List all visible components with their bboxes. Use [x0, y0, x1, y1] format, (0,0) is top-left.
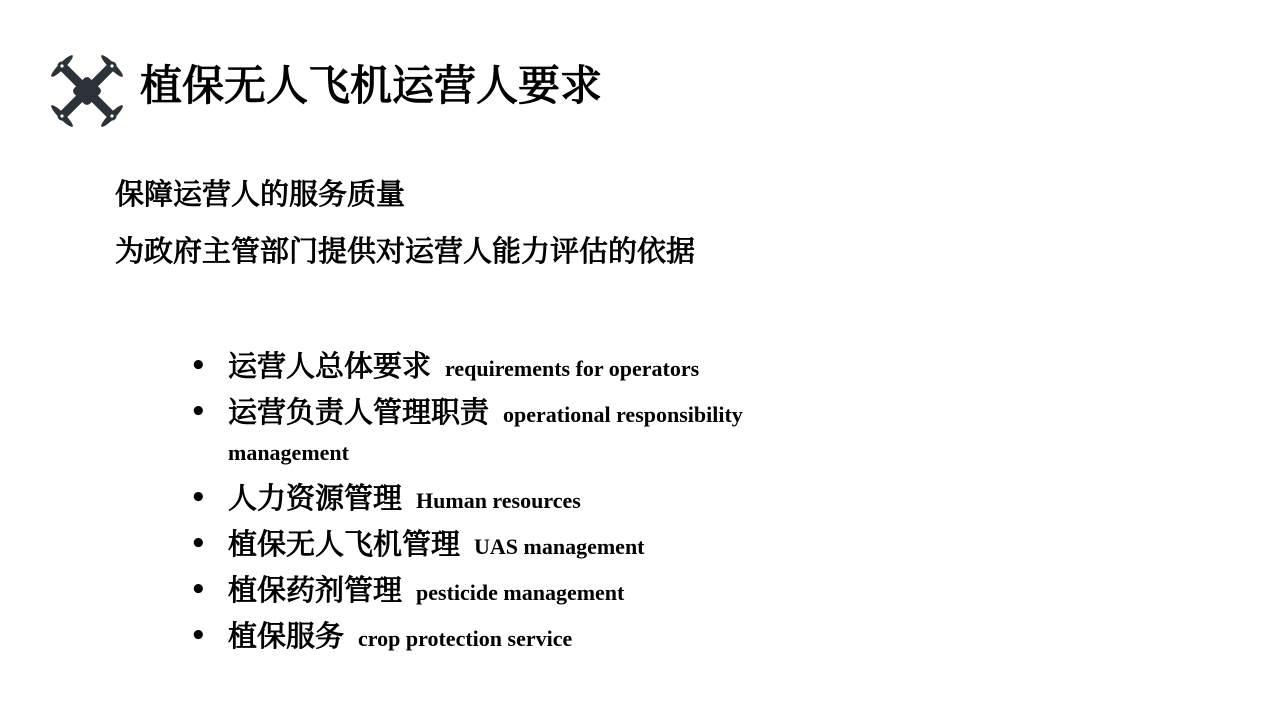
intro-line-basis: 为政府主管部门提供对运营人能力评估的依据 [115, 234, 696, 268]
list-item-chinese: 运营负责人管理职责 [228, 395, 490, 429]
list-item [190, 522, 850, 568]
list-item [190, 476, 850, 522]
list-item-chinese: 植保药剂管理 [228, 573, 403, 607]
list-item-chinese: 植保无人飞机管理 [228, 527, 461, 561]
list-item-chinese: 运营人总体要求 [228, 349, 432, 383]
list-item-english: crop protection service [358, 626, 573, 651]
list-item [190, 568, 850, 614]
list-item-english: Human resources [416, 488, 581, 513]
page-title: 植保无人飞机运营人要求 [140, 61, 603, 110]
list-item-chinese: 植保服务 [228, 619, 345, 653]
requirements-list [190, 344, 850, 660]
list-item-english: requirements for operators [445, 356, 700, 381]
drone-icon [48, 52, 126, 130]
bullet-glyph: • [190, 351, 207, 381]
list-item-english: UAS management [474, 534, 645, 559]
bullet-glyph: • [190, 621, 207, 651]
list-item [190, 390, 850, 476]
list-item [190, 614, 850, 660]
bullet-glyph: • [190, 529, 207, 559]
list-item-english: pesticide management [416, 580, 625, 605]
intro-line-quality: 保障运营人的服务质量 [115, 177, 406, 211]
bullet-glyph: • [190, 483, 207, 513]
bullet-glyph: • [190, 397, 207, 427]
list-item-chinese: 人力资源管理 [228, 481, 403, 515]
list-item [190, 344, 850, 390]
bullet-glyph: • [190, 575, 207, 605]
list-item-english: operational responsibility management [228, 402, 743, 465]
